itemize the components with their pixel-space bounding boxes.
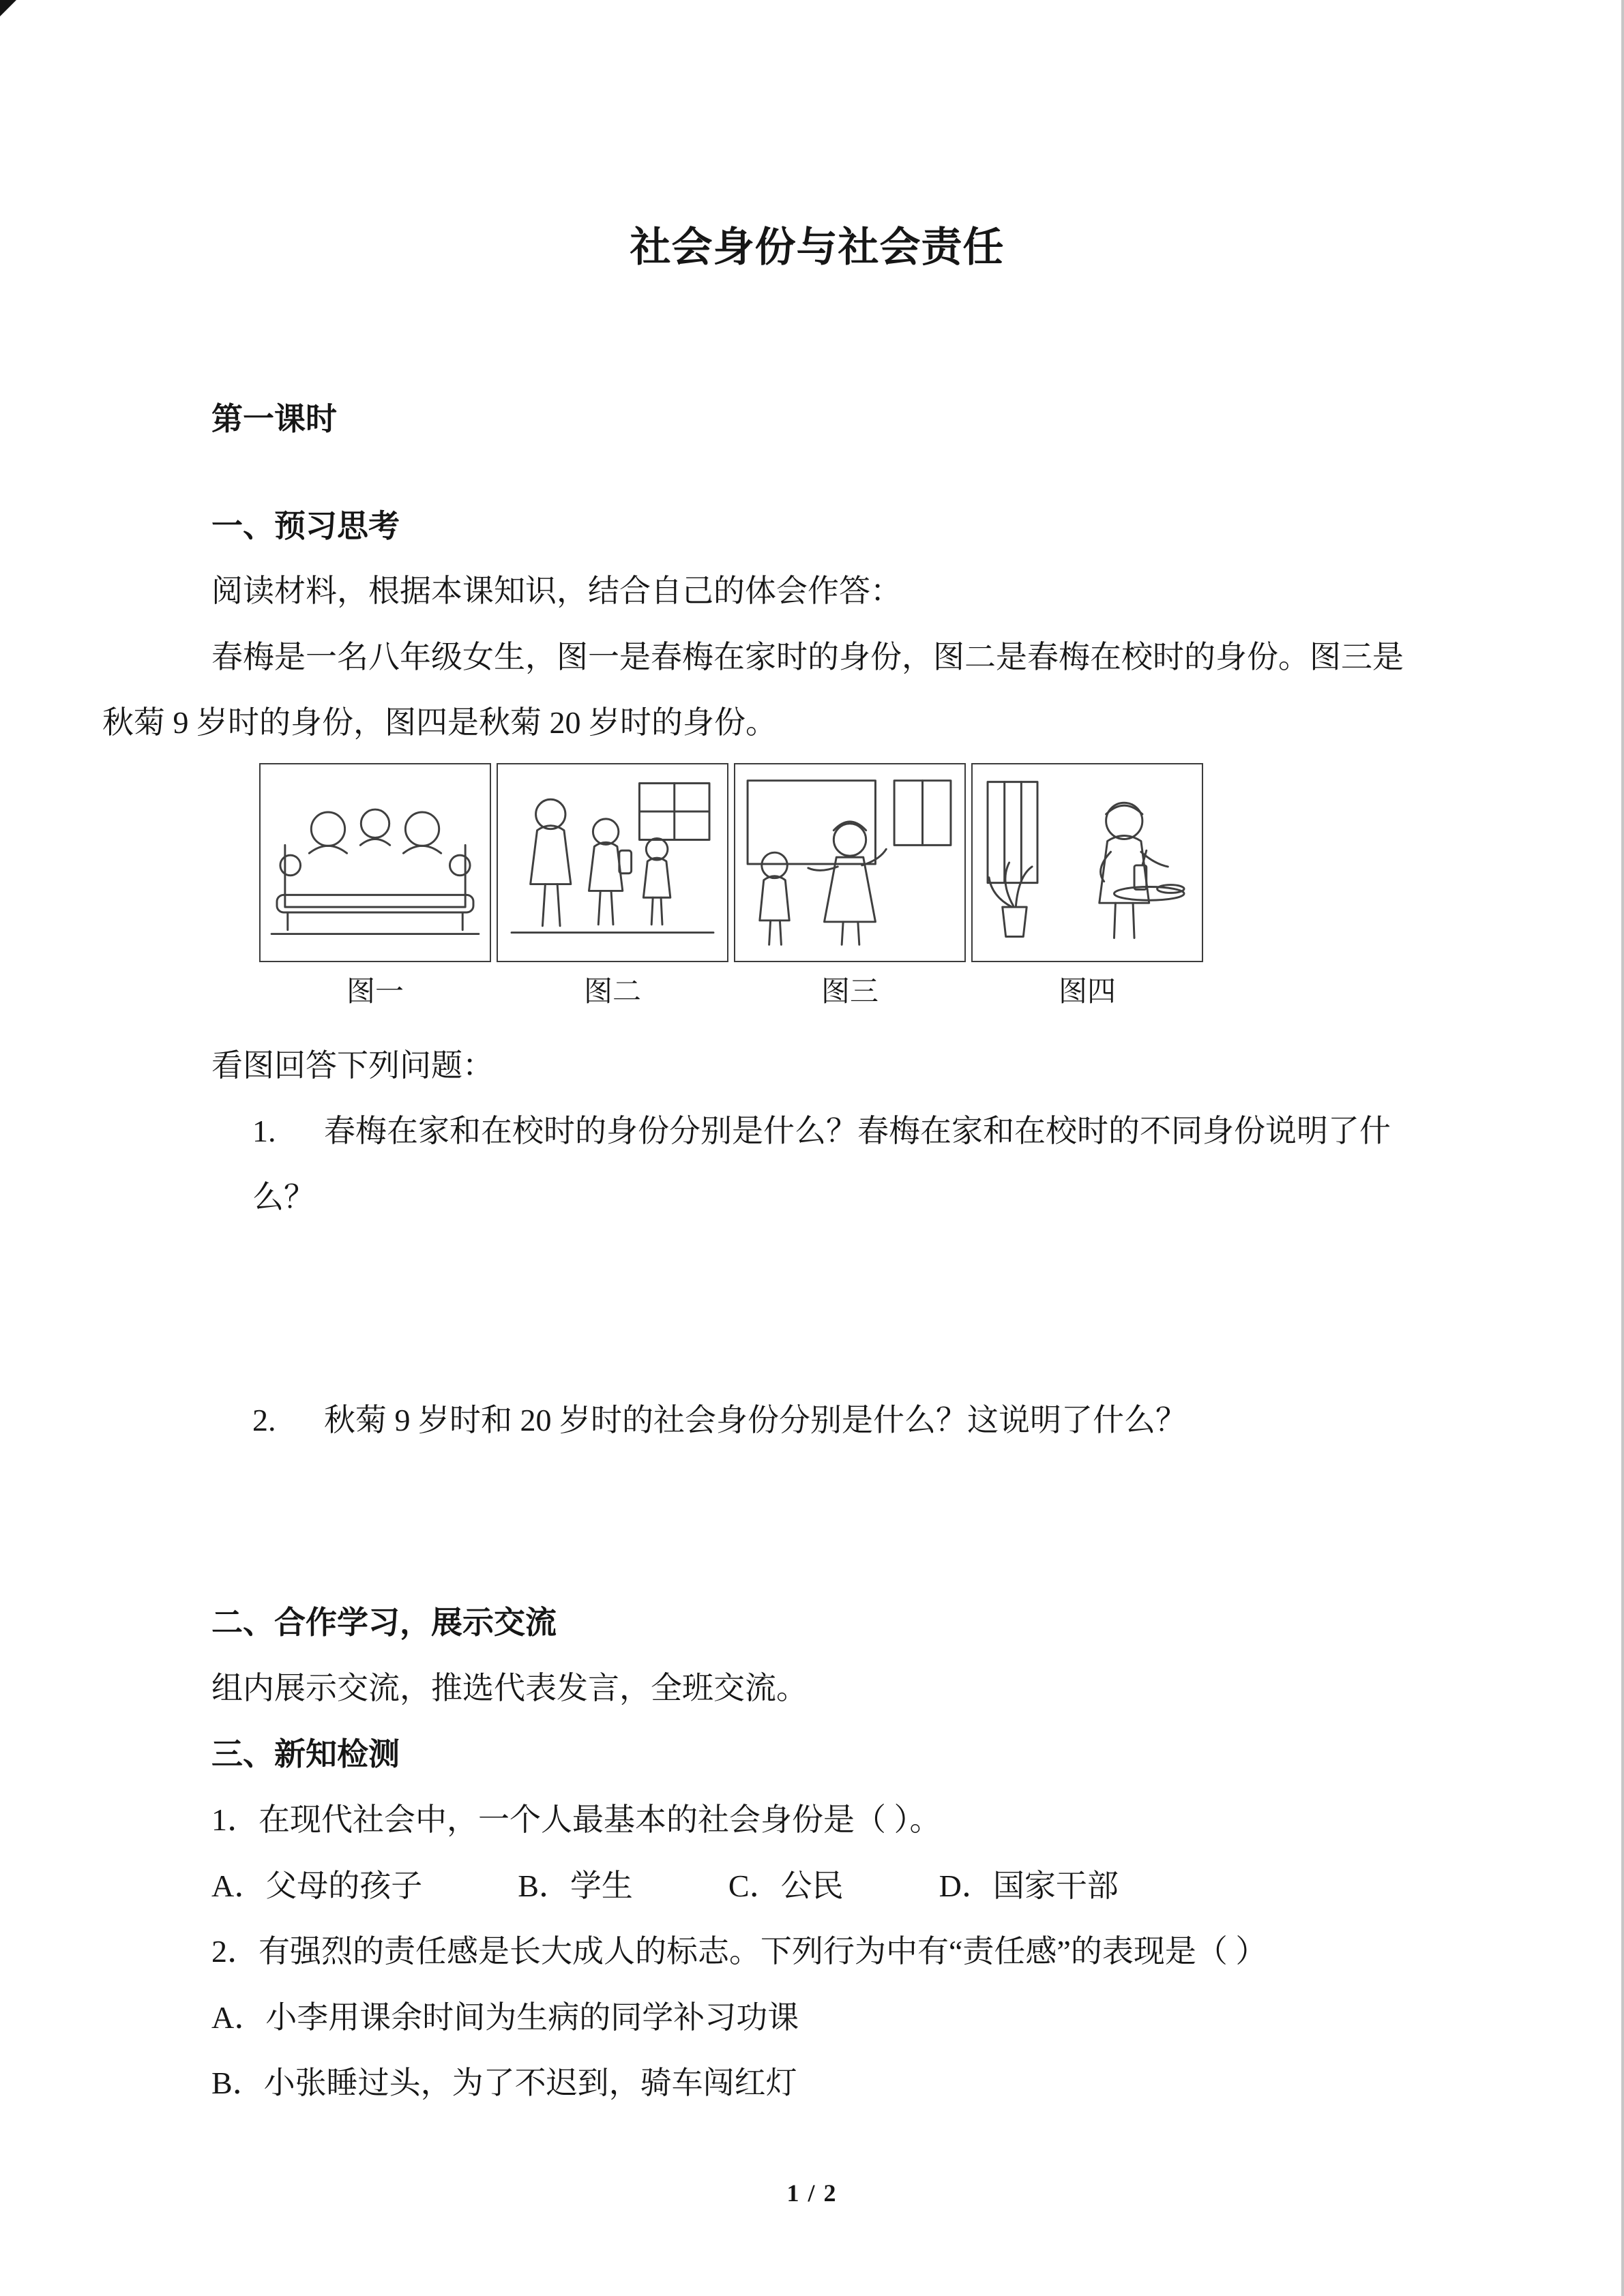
page-title: 社会身份与社会责任: [630, 224, 1005, 270]
family-at-home-illustration: [261, 764, 490, 961]
figure-panel-2: [497, 763, 728, 962]
question-2-number: 2.: [252, 1402, 276, 1437]
quiz-question-1-options: [211, 1853, 1423, 1920]
question-2-text: 秋菊 9 岁时和 20 岁时的社会身份分别是什么？这说明了什么？: [324, 1402, 1187, 1437]
quiz-question-1: 1．在现代社会中，一个人最基本的社会身份是（ ）。: [211, 1802, 941, 1837]
young-adult-serving-tray-illustration: [973, 764, 1202, 961]
question-1-number: 1.: [252, 1114, 276, 1149]
section1-scenario: 春梅是一名八年级女生，图一是春梅在家时的身份，图二是春梅在校时的身份。图三是秋菊 9 岁时的身份，图四是秋菊 20 岁时的身份。: [102, 639, 1404, 741]
scan-edge-line: [1621, 0, 1624, 2296]
figure-strip: [259, 763, 1423, 962]
question-1-text: 春梅在家和在校时的身份分别是什么？春梅在家和在校时的不同身份说明了什么？: [252, 1114, 1391, 1214]
figure-2-caption: 图二: [583, 976, 641, 1008]
figure-3-caption: 图三: [821, 976, 879, 1008]
figure-captions: [259, 972, 1423, 1013]
figure-panel-4: [971, 763, 1203, 962]
quiz-q1-option-b: B．学生: [518, 1868, 633, 1903]
quiz-q1-option-d: D．国家干部: [939, 1868, 1119, 1903]
students-at-school-illustration: [498, 764, 727, 961]
section2-heading: 二、合作学习，展示交流: [211, 1605, 557, 1641]
question-2: [211, 1388, 1423, 1454]
figure-panel-1: [259, 763, 491, 962]
teacher-and-pupil-illustration: [735, 764, 964, 961]
section1-intro: 阅读材料，根据本课知识，结合自己的体会作答：: [211, 573, 902, 609]
quiz-q1-option-c: C．公民: [728, 1868, 844, 1903]
quiz-question-2: 2．有强烈的责任感是长大成人的标志。下列行为中有“责任感”的表现是（ ）: [211, 1934, 1267, 1969]
question-1: [211, 1099, 1423, 1230]
figure-1-caption: 图一: [346, 976, 404, 1008]
look-prompt: 看图回答下列问题：: [211, 1047, 494, 1083]
page-number: 1 / 2: [786, 2179, 838, 2207]
scan-artifact-corner: [0, 0, 16, 16]
figure-panel-3: [734, 763, 966, 962]
answer-space-2: [211, 1453, 1423, 1590]
section1-heading: 一、预习思考: [211, 507, 400, 543]
quiz-q2-option-a: A．小李用课余时间为生病的同学补习功课: [211, 1999, 799, 2035]
answer-space-1: [211, 1231, 1423, 1388]
section3-heading: 三、新知检测: [211, 1736, 400, 1772]
section2-body: 组内展示交流，推选代表发言，全班交流。: [211, 1670, 808, 1705]
session-heading: 第一课时: [211, 401, 337, 436]
figure-4-caption: 图四: [1058, 976, 1116, 1008]
quiz-q1-option-a: A．父母的孩子: [211, 1868, 423, 1903]
quiz-q2-option-b: B．小张睡过头，为了不迟到，骑车闯红灯: [211, 2066, 797, 2101]
